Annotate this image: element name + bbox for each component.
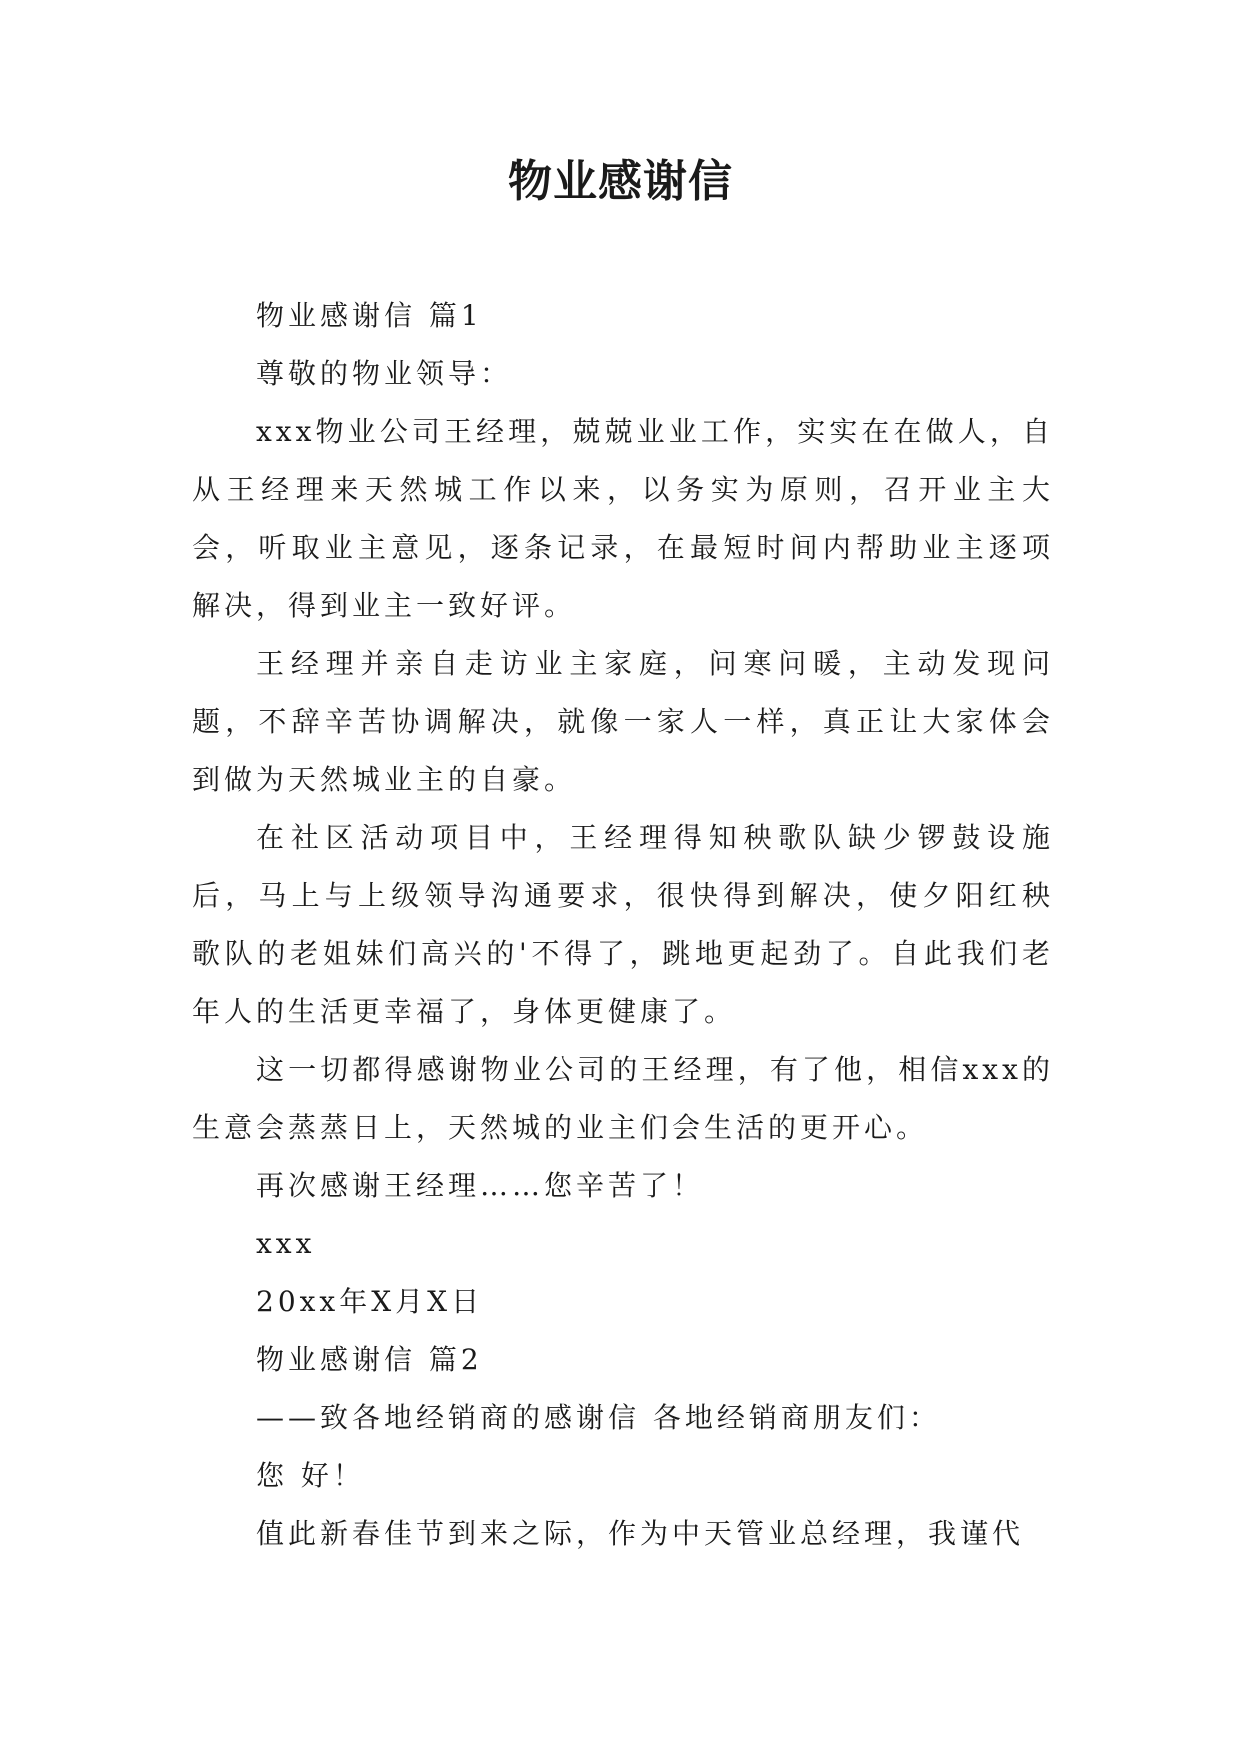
body-paragraph: xxx物业公司王经理，兢兢业业工作，实实在在做人，自从王经理来天然城工作以来，以务实为原则，召开业主大会，听取业主意见，逐条记录，在最短时间内帮助业主逐项解决，得到业主一致好评。 [192,415,1054,622]
date-line: 20xx年X月X日 [256,1285,484,1318]
section-heading: 物业感谢信 篇1 [256,299,483,332]
greeting: 您 好！ [256,1459,365,1492]
salutation: 尊敬的物业领导： [256,357,513,390]
document-body [192,287,1054,1563]
body-paragraph: 值此新春佳节到来之际，作为中天管业总经理，我谨代 [256,1517,1025,1550]
document-title: 物业感谢信 [508,156,733,207]
signature: xxx [256,1227,316,1260]
body-paragraph: 王经理并亲自走访业主家庭，问寒问暖，主动发现问题，不辞辛苦协调解决，就像一家人一样，真正让大家体会到做为天然城业主的自豪。 [192,647,1054,796]
subtitle-line: ——致各地经销商的感谢信 各地经销商朋友们： [256,1401,941,1434]
section-heading: 物业感谢信 篇2 [256,1343,483,1376]
body-paragraph: 这一切都得感谢物业公司的王经理，有了他，相信xxx的生意会蒸蒸日上，天然城的业主们会生活的更开心。 [192,1053,1054,1144]
body-paragraph: 在社区活动项目中，王经理得知秧歌队缺少锣鼓设施后，马上与上级领导沟通要求，很快得到解决，使夕阳红秧歌队的老姐妹们高兴的'不得了，跳地更起劲了。自此我们老年人的生活更幸福了，身体更健康了。 [192,821,1054,1028]
closing-line: 再次感谢王经理……您辛苦了！ [256,1169,705,1202]
